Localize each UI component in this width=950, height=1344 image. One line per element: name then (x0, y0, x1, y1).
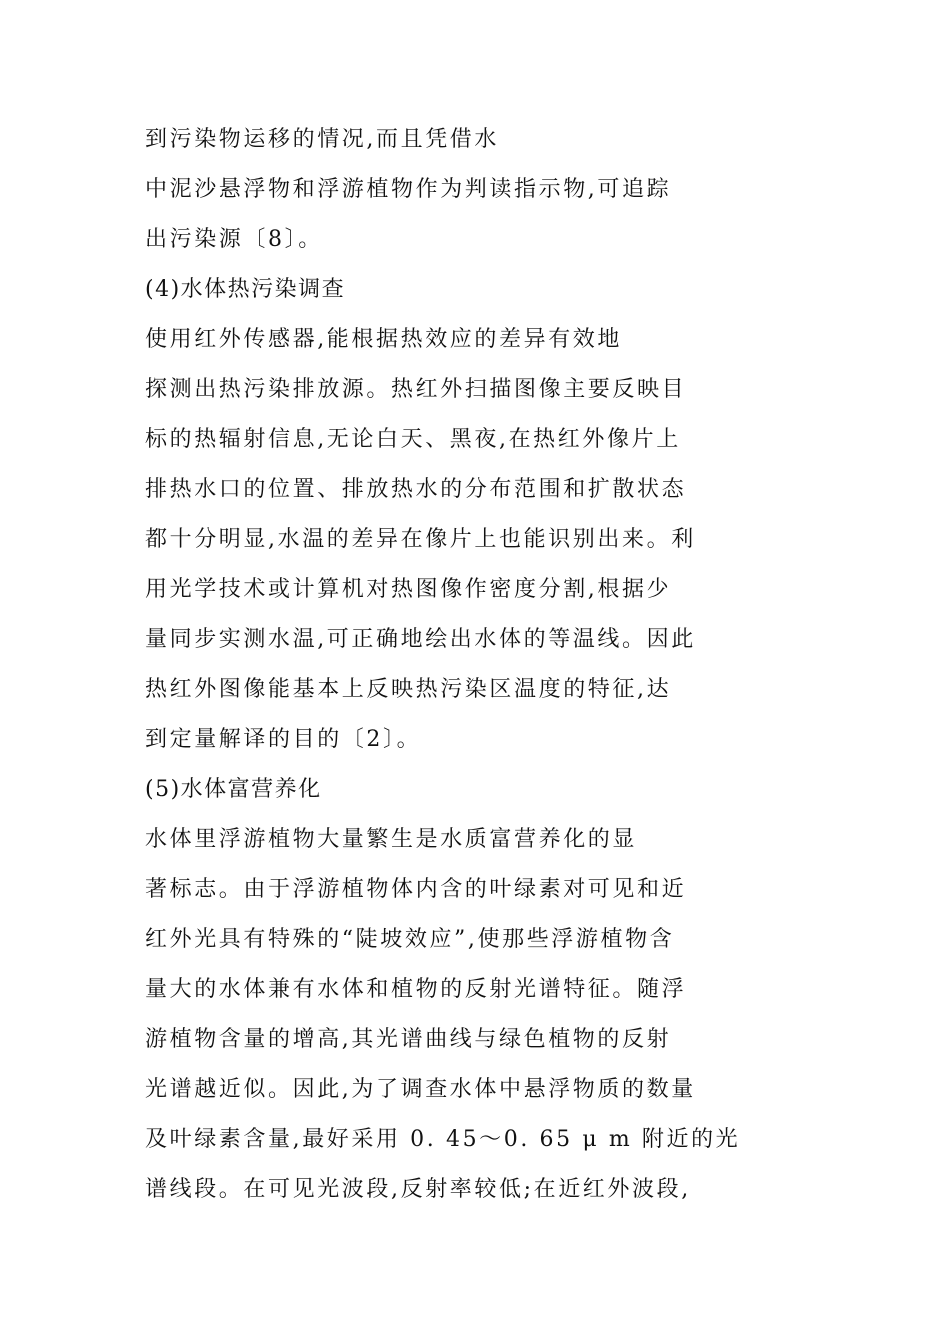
text-line: 光谱越近似。因此,为了调查水体中悬浮物质的数量 (145, 1077, 696, 1102)
body-text (145, 115, 865, 1215)
text-line: 谱线段。在可见光波段,反射率较低;在近红外波段, (145, 1177, 691, 1202)
text-line: 量同步实测水温,可正确地绘出水体的等温线。因此 (145, 627, 696, 652)
text-line: 及叶绿素含量,最好采用 0. 45～0. 65 μ m 附近的光 (145, 1127, 741, 1152)
text-line: 排热水口的位置、排放热水的分布范围和扩散状态 (145, 477, 687, 502)
text-line: 红外光具有特殊的“陡坡效应”,使那些浮游植物含 (145, 927, 675, 952)
text-line: 游植物含量的增高,其光谱曲线与绿色植物的反射 (145, 1027, 672, 1052)
text-line: 用光学技术或计算机对热图像作密度分割,根据少 (145, 577, 672, 602)
text-line: 热红外图像能基本上反映热污染区温度的特征,达 (145, 677, 672, 702)
text-line: 到定量解译的目的〔2〕。 (145, 727, 422, 752)
text-line: 水体里浮游植物大量繁生是水质富营养化的显 (145, 827, 638, 852)
text-line: 标的热辐射信息,无论白天、黑夜,在热红外像片上 (145, 427, 681, 452)
text-line: 中泥沙悬浮物和浮游植物作为判读指示物,可追踪 (145, 177, 672, 202)
text-line: 量大的水体兼有水体和植物的反射光谱特征。随浮 (145, 977, 687, 1002)
text-line: 探测出热污染排放源。热红外扫描图像主要反映目 (145, 377, 687, 402)
text-line: 都十分明显,水温的差异在像片上也能识别出来。利 (145, 527, 696, 552)
text-line: 使用红外传感器,能根据热效应的差异有效地 (145, 327, 622, 352)
section-heading-eutrophication: (5)水体富营养化 (145, 777, 322, 802)
text-line: 出污染源〔8〕。 (145, 227, 323, 252)
text-line: 到污染物运移的情况,而且凭借水 (145, 127, 499, 152)
section-heading-thermal-pollution: (4)水体热污染调查 (145, 277, 346, 302)
text-line: 著标志。由于浮游植物体内含的叶绿素对可见和近 (145, 877, 687, 902)
